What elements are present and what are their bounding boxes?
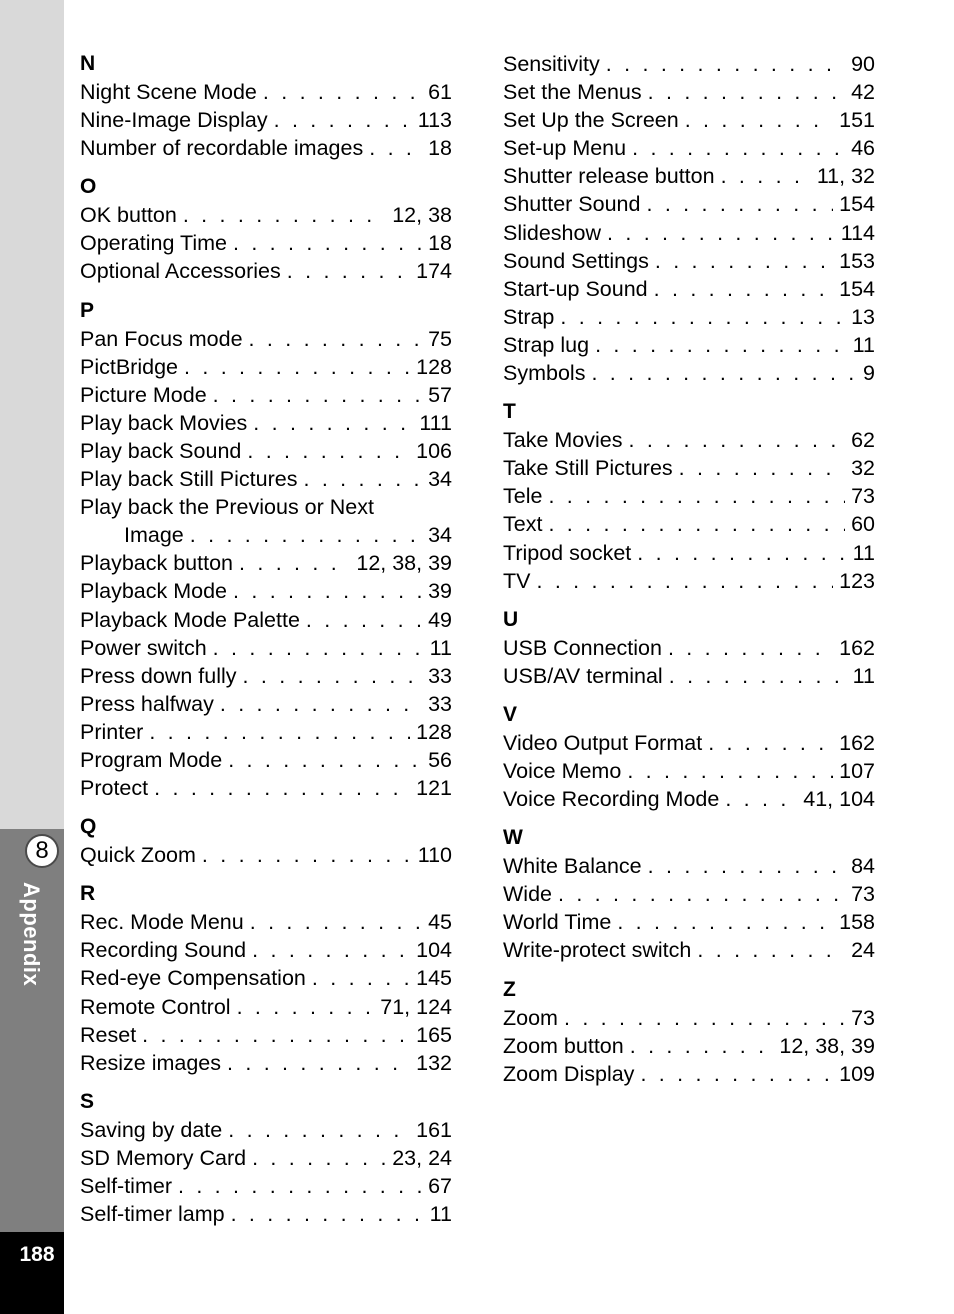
index-term: Symbols bbox=[503, 361, 586, 386]
index-entry bbox=[80, 1021, 452, 1049]
dot-leader bbox=[243, 662, 423, 690]
index-entry bbox=[503, 247, 875, 275]
index-page-numbers: 174 bbox=[416, 259, 452, 284]
index-page-numbers: 46 bbox=[851, 136, 875, 161]
dot-leader bbox=[685, 106, 833, 134]
index-term: USB/AV terminal bbox=[503, 663, 663, 688]
index-term: Set Up the Screen bbox=[503, 108, 679, 133]
index-entry bbox=[80, 662, 452, 690]
index-page-numbers: 113 bbox=[417, 108, 452, 133]
section-letter: T bbox=[503, 400, 516, 424]
dot-leader bbox=[178, 1172, 422, 1200]
index-page-numbers: 121 bbox=[416, 776, 452, 801]
index-page-numbers: 109 bbox=[839, 1061, 875, 1086]
dot-leader bbox=[648, 78, 845, 106]
index-term: Press halfway bbox=[80, 691, 214, 716]
index-page-numbers: 90 bbox=[851, 52, 875, 76]
dot-leader bbox=[237, 993, 375, 1021]
index-term: Protect bbox=[80, 776, 149, 801]
dot-leader bbox=[655, 247, 833, 275]
dot-leader bbox=[669, 662, 847, 690]
index-term: Wide bbox=[503, 882, 552, 907]
index-page-numbers: 75 bbox=[428, 326, 452, 351]
index-term: USB Connection bbox=[503, 635, 662, 660]
index-page-numbers: 161 bbox=[416, 1117, 452, 1142]
index-entry bbox=[80, 134, 452, 162]
index-term: Quick Zoom bbox=[80, 843, 196, 868]
dot-leader bbox=[627, 757, 833, 785]
dot-leader bbox=[558, 880, 845, 908]
index-entry bbox=[503, 190, 875, 218]
index-entry bbox=[80, 106, 452, 134]
index-page-numbers: 73 bbox=[851, 882, 875, 907]
index-section bbox=[503, 824, 875, 964]
index-page-numbers: 11, 32 bbox=[816, 164, 875, 189]
index-term: Picture Mode bbox=[80, 382, 207, 407]
index-term: Play back Movies bbox=[80, 410, 248, 435]
dot-leader bbox=[595, 331, 847, 359]
index-page-numbers: 71, 124 bbox=[380, 994, 452, 1019]
index-page-numbers: 114 bbox=[840, 220, 875, 245]
index-entry bbox=[80, 1116, 452, 1144]
index-term: Set-up Menu bbox=[503, 136, 627, 161]
index-entry bbox=[80, 774, 452, 802]
index-entry bbox=[80, 229, 452, 257]
index-page-numbers: 11 bbox=[429, 1202, 452, 1227]
index-entry bbox=[80, 493, 452, 521]
index-page-numbers: 151 bbox=[839, 108, 875, 133]
index-page-numbers: 165 bbox=[416, 1022, 452, 1047]
dot-leader bbox=[287, 257, 410, 285]
dot-leader bbox=[231, 1200, 424, 1228]
dot-leader bbox=[536, 567, 833, 595]
dot-leader bbox=[646, 190, 833, 218]
index-page-numbers: 61 bbox=[428, 80, 452, 104]
index-entry bbox=[503, 426, 875, 454]
index-term: Text bbox=[503, 512, 543, 537]
index-term: Take Movies bbox=[503, 428, 623, 453]
index-entry bbox=[80, 634, 452, 662]
index-term: Operating Time bbox=[80, 231, 227, 256]
dot-leader bbox=[228, 1116, 410, 1144]
index-entry bbox=[80, 78, 452, 106]
index-section bbox=[503, 976, 875, 1088]
index-term: PictBridge bbox=[80, 354, 178, 379]
index-page-numbers: 162 bbox=[839, 635, 875, 660]
dot-leader bbox=[632, 134, 845, 162]
dot-leader bbox=[369, 134, 422, 162]
index-entry bbox=[503, 359, 875, 387]
dot-leader bbox=[149, 718, 410, 746]
index-term: World Time bbox=[503, 910, 612, 935]
index-entry bbox=[80, 381, 452, 409]
dot-leader bbox=[228, 746, 422, 774]
index-term: SD Memory Card bbox=[80, 1145, 247, 1170]
index-page-numbers: 84 bbox=[851, 854, 875, 879]
index-term: Start-up Sound bbox=[503, 276, 648, 301]
index-term: Video Output Format bbox=[503, 730, 703, 755]
index-page-numbers: 132 bbox=[416, 1050, 452, 1075]
index-page-numbers: 11 bbox=[429, 635, 452, 660]
index-column-right bbox=[503, 50, 875, 1088]
dot-leader bbox=[607, 219, 835, 247]
index-entry bbox=[80, 841, 452, 869]
index-page-numbers: 154 bbox=[839, 276, 875, 301]
index-section bbox=[80, 50, 452, 162]
dot-leader bbox=[617, 908, 833, 936]
index-term: Power switch bbox=[80, 635, 207, 660]
index-term: Self-timer bbox=[80, 1174, 172, 1198]
dot-leader bbox=[306, 606, 422, 634]
index-entry bbox=[503, 1004, 875, 1032]
index-entry bbox=[80, 1144, 452, 1172]
index-section bbox=[80, 297, 452, 803]
index-term: Program Mode bbox=[80, 747, 223, 772]
index-page-numbers: 11 bbox=[852, 663, 875, 688]
index-page-numbers: 154 bbox=[839, 192, 875, 217]
dot-leader bbox=[142, 1021, 410, 1049]
index-page-numbers: 73 bbox=[851, 484, 875, 509]
index-entry bbox=[80, 936, 452, 964]
index-page-numbers: 18 bbox=[428, 231, 452, 256]
section-letter: Q bbox=[80, 815, 97, 839]
index-term: Remote Control bbox=[80, 994, 231, 1019]
index-section bbox=[80, 813, 452, 869]
dot-leader bbox=[630, 1032, 774, 1060]
page-number: 188 bbox=[19, 1243, 55, 1266]
index-entry bbox=[80, 908, 452, 936]
index-term: Tele bbox=[503, 484, 543, 509]
index-entry bbox=[80, 201, 452, 229]
index-page-numbers: 41, 104 bbox=[803, 787, 875, 812]
dot-leader bbox=[303, 465, 422, 493]
index-entry bbox=[503, 729, 875, 757]
index-term: Pan Focus mode bbox=[80, 326, 243, 351]
index-entry bbox=[503, 303, 875, 331]
dot-leader bbox=[708, 729, 833, 757]
index-entry bbox=[503, 936, 875, 964]
index-page-numbers: 23, 24 bbox=[392, 1145, 452, 1170]
index-page-numbers: 12, 38 bbox=[392, 203, 452, 228]
dot-leader bbox=[239, 549, 350, 577]
index-term: OK button bbox=[80, 203, 177, 228]
index-entry bbox=[80, 437, 452, 465]
index-page-numbers: 111 bbox=[419, 410, 452, 435]
index-entry bbox=[503, 134, 875, 162]
index-page-numbers: 12, 38, 39 bbox=[779, 1033, 875, 1058]
index-entry bbox=[80, 993, 452, 1021]
index-term: Image bbox=[124, 523, 184, 548]
index-term: Press down fully bbox=[80, 663, 237, 688]
dot-leader bbox=[648, 852, 845, 880]
index-section bbox=[80, 880, 452, 1077]
index-entry bbox=[503, 785, 875, 813]
index-page-numbers: 11 bbox=[852, 332, 875, 357]
index-page-numbers: 60 bbox=[851, 512, 875, 537]
index-entry bbox=[503, 880, 875, 908]
index-entry bbox=[503, 662, 875, 690]
chapter-number: 8 bbox=[35, 837, 49, 864]
index-section bbox=[80, 1088, 452, 1228]
index-term: Reset bbox=[80, 1022, 137, 1047]
index-section bbox=[503, 50, 875, 387]
dot-leader bbox=[154, 774, 410, 802]
index-entry bbox=[503, 275, 875, 303]
index-page-numbers: 162 bbox=[839, 730, 875, 755]
dot-leader bbox=[312, 964, 410, 992]
index-term: Playback button bbox=[80, 551, 233, 576]
section-letter: U bbox=[503, 607, 519, 631]
index-term: Tripod socket bbox=[503, 540, 632, 565]
index-page-numbers: 18 bbox=[428, 136, 452, 161]
dot-leader bbox=[220, 690, 422, 718]
index-page-numbers: 12, 38, 39 bbox=[356, 551, 452, 576]
dot-leader bbox=[253, 409, 413, 437]
index-entry bbox=[503, 50, 875, 78]
index-term: Zoom bbox=[503, 1005, 558, 1030]
dot-leader bbox=[721, 162, 811, 190]
dot-leader bbox=[263, 78, 422, 106]
index-term: Red-eye Compensation bbox=[80, 966, 306, 991]
dot-leader bbox=[637, 539, 846, 567]
index-page-numbers: 9 bbox=[863, 361, 875, 386]
index-page-numbers: 128 bbox=[416, 354, 452, 379]
index-entry bbox=[503, 1060, 875, 1088]
index-term: Recording Sound bbox=[80, 938, 247, 963]
index-term: White Balance bbox=[503, 854, 642, 879]
section-letter: R bbox=[80, 882, 96, 906]
index-entry bbox=[80, 353, 452, 381]
index-section bbox=[503, 398, 875, 595]
index-term: Write-protect switch bbox=[503, 938, 692, 963]
index-term: Strap bbox=[503, 304, 555, 329]
index-term: Playback Mode bbox=[80, 579, 227, 604]
section-letter: Z bbox=[503, 977, 516, 1001]
index-page-numbers: 34 bbox=[428, 523, 452, 548]
index-entry bbox=[80, 606, 452, 634]
index-entry bbox=[80, 1200, 452, 1228]
index-page-numbers: 57 bbox=[428, 382, 452, 407]
index-entry bbox=[503, 757, 875, 785]
dot-leader bbox=[274, 106, 412, 134]
index-entry bbox=[80, 521, 452, 549]
index-term: Voice Memo bbox=[503, 758, 622, 783]
index-term: Play back the Previous or Next bbox=[80, 495, 374, 520]
index-page-numbers: 42 bbox=[851, 80, 875, 105]
section-letter: V bbox=[503, 702, 518, 726]
index-page-numbers: 104 bbox=[416, 938, 452, 963]
dot-leader bbox=[564, 1004, 845, 1032]
index-term: Saving by date bbox=[80, 1117, 223, 1142]
dot-leader bbox=[725, 785, 797, 813]
dot-leader bbox=[640, 1060, 833, 1088]
dot-leader bbox=[252, 936, 410, 964]
index-term: Play back Sound bbox=[80, 438, 242, 463]
index-section bbox=[503, 606, 875, 690]
index-section bbox=[503, 701, 875, 813]
index-entry bbox=[503, 482, 875, 510]
dot-leader bbox=[548, 482, 845, 510]
index-page-numbers: 32 bbox=[851, 456, 875, 481]
index-page-numbers: 11 bbox=[852, 540, 875, 565]
index-term: Set the Menus bbox=[503, 80, 642, 105]
index-page-numbers: 34 bbox=[428, 467, 452, 492]
dot-leader bbox=[233, 577, 422, 605]
dot-leader bbox=[213, 634, 424, 662]
index-term: Shutter Sound bbox=[503, 192, 641, 217]
index-entry bbox=[503, 78, 875, 106]
dot-leader bbox=[697, 936, 845, 964]
index-page-numbers: 110 bbox=[417, 843, 452, 868]
index-term: Self-timer lamp bbox=[80, 1202, 225, 1227]
index-term: Resize images bbox=[80, 1050, 221, 1075]
dot-leader bbox=[249, 325, 423, 353]
index-entry bbox=[503, 1032, 875, 1060]
index-page-numbers: 49 bbox=[428, 607, 452, 632]
dot-leader bbox=[184, 353, 410, 381]
index-page-numbers: 39 bbox=[428, 579, 452, 604]
dot-leader bbox=[591, 359, 857, 387]
index-entry bbox=[80, 409, 452, 437]
dot-leader bbox=[668, 634, 833, 662]
index-term: Play back Still Pictures bbox=[80, 467, 298, 492]
index-term: Slideshow bbox=[503, 220, 601, 245]
section-letter: P bbox=[80, 298, 95, 322]
index-term: Voice Recording Mode bbox=[503, 787, 720, 812]
index-term: Nine-Image Display bbox=[80, 108, 268, 133]
index-page-numbers: 13 bbox=[851, 304, 875, 329]
dot-leader bbox=[606, 50, 845, 78]
index-entry bbox=[80, 964, 452, 992]
index-term: Rec. Mode Menu bbox=[80, 910, 244, 935]
index-page-numbers: 33 bbox=[428, 663, 452, 688]
section-letter: N bbox=[80, 52, 96, 75]
dot-leader bbox=[629, 426, 846, 454]
index-page-numbers: 128 bbox=[416, 719, 452, 744]
index-page-numbers: 24 bbox=[851, 938, 875, 963]
index-page-numbers: 45 bbox=[428, 910, 452, 935]
index-term: Number of recordable images bbox=[80, 136, 364, 161]
index-entry bbox=[503, 510, 875, 538]
index-entry bbox=[503, 162, 875, 190]
index-entry bbox=[503, 454, 875, 482]
index-page-numbers: 153 bbox=[839, 248, 875, 273]
index-term: Printer bbox=[80, 719, 144, 744]
index-page-numbers: 67 bbox=[428, 1174, 452, 1198]
index-entry bbox=[80, 577, 452, 605]
dot-leader bbox=[560, 303, 845, 331]
index-page-numbers: 145 bbox=[416, 966, 452, 991]
dot-leader bbox=[213, 381, 422, 409]
index-entry bbox=[80, 325, 452, 353]
dot-leader bbox=[227, 1049, 410, 1077]
index-term: Take Still Pictures bbox=[503, 456, 673, 481]
index-entry bbox=[503, 567, 875, 595]
index-term: Zoom Display bbox=[503, 1061, 635, 1086]
dot-leader bbox=[233, 229, 422, 257]
index-term: Night Scene Mode bbox=[80, 80, 257, 104]
index-entry bbox=[503, 852, 875, 880]
index-page-numbers: 62 bbox=[851, 428, 875, 453]
index-entry bbox=[80, 718, 452, 746]
index-page-numbers: 106 bbox=[416, 438, 452, 463]
index-entry bbox=[503, 908, 875, 936]
index-entry bbox=[503, 219, 875, 247]
index-entry bbox=[80, 1172, 452, 1200]
index-term: Sensitivity bbox=[503, 52, 600, 76]
index-entry bbox=[80, 1049, 452, 1077]
index-page-numbers: 73 bbox=[851, 1005, 875, 1030]
dot-leader bbox=[183, 201, 386, 229]
index-entry bbox=[503, 634, 875, 662]
index-term: Shutter release button bbox=[503, 164, 715, 189]
index-page-numbers: 158 bbox=[839, 910, 875, 935]
index-page-numbers: 107 bbox=[839, 758, 875, 783]
index-entry bbox=[503, 106, 875, 134]
index-page-numbers: 56 bbox=[428, 747, 452, 772]
dot-leader bbox=[250, 908, 422, 936]
chapter-number-badge bbox=[25, 834, 59, 868]
dot-leader bbox=[679, 454, 845, 482]
index-entry bbox=[80, 549, 452, 577]
index-term: TV bbox=[503, 568, 531, 593]
index-term: Optional Accessories bbox=[80, 259, 281, 284]
index-column-left bbox=[80, 50, 452, 1228]
index-entry bbox=[503, 331, 875, 359]
dot-leader bbox=[202, 841, 412, 869]
index-entry bbox=[80, 690, 452, 718]
section-letter: O bbox=[80, 175, 97, 199]
index-entry bbox=[80, 465, 452, 493]
index-term: Playback Mode Palette bbox=[80, 607, 300, 632]
index-term: Zoom button bbox=[503, 1033, 624, 1058]
index-term: Sound Settings bbox=[503, 248, 649, 273]
index-term: Strap lug bbox=[503, 332, 590, 357]
index-section bbox=[80, 173, 452, 285]
dot-leader bbox=[252, 1144, 386, 1172]
index-entry bbox=[80, 746, 452, 774]
section-letter: W bbox=[503, 826, 523, 850]
index-page-numbers: 123 bbox=[839, 568, 875, 593]
dot-leader bbox=[548, 510, 845, 538]
index-entry bbox=[503, 539, 875, 567]
index-page-numbers: 33 bbox=[428, 691, 452, 716]
chapter-title: Appendix bbox=[19, 882, 44, 987]
dot-leader bbox=[654, 275, 834, 303]
index-entry bbox=[80, 257, 452, 285]
section-letter: S bbox=[80, 1089, 95, 1113]
dot-leader bbox=[190, 521, 422, 549]
dot-leader bbox=[247, 437, 410, 465]
